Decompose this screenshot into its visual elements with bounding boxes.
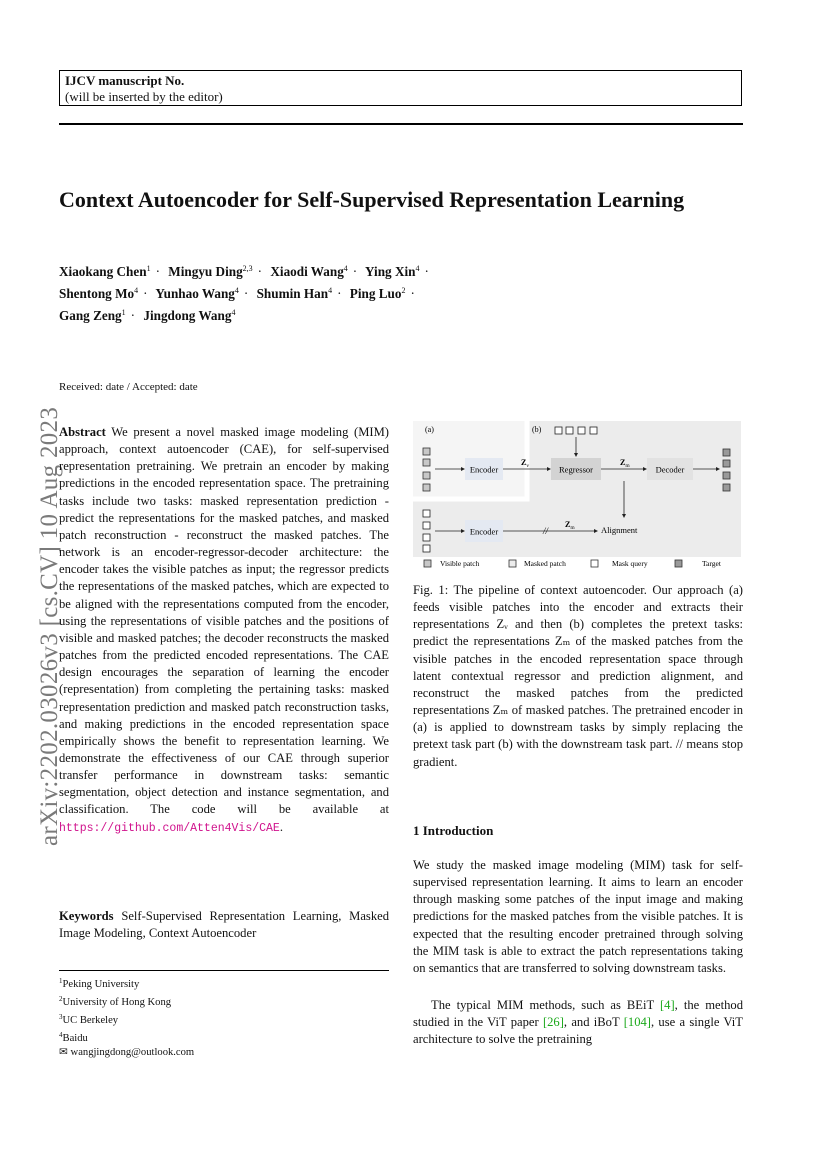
decoder-label: Decoder — [655, 464, 685, 475]
legend-target: Target — [702, 559, 721, 568]
author: Ping Luo$^2$ — [349, 286, 406, 301]
author-list: Xiaokang Chen$^1$ · Mingyu Ding$^{2,3}$ · Xiaodi Wang$^4$ · Ying Xin$^4$ · Shentong $Mo^4$ · Yunhao Wang$^4$ · Shumin Han$^4$ · Ping Luo$^2$ · Gang Zeng$^1$ · Jingdong Wang$^4$ — [59, 264, 429, 323]
alignment-label: Alignment — [601, 525, 638, 535]
figure-legend — [424, 559, 722, 568]
received-line: Received: date / Accepted: date — [59, 381, 198, 393]
caption-text: The pipeline of context autoencoder. Our approach (a) feeds visible patches into the encoder and extracts their representations Zᵥ and then (b) completes the pretext tasks: predict the representations Zₘ of the masked patches from the visible patches in the encoded representation space through latent contextual regressor and prediction alignment, and reconstruct the masked patches from the predicted representations Zₘ of masked patches. The pretrained encoder in (a) is applied to downstream tasks by simply replacing the pretext task part (b) with the downstream task part. // means stop gradient. — [413, 583, 743, 769]
keywords-text: Self-Supervised Representation Learning, Masked Image Modeling, Context Autoencoder — [59, 909, 390, 941]
author: Shumin Han$^4$ — [256, 286, 333, 301]
regressor-label: Regressor — [559, 464, 593, 475]
intro-paragraph-2: The typical MIM methods, such as BEiT [4], the method studied in the ViT paper [26], and iBoT [104], use a single ViT architecture to solve the pretraining — [413, 998, 743, 1047]
footnotes — [59, 974, 389, 1060]
stop-gradient-mark: // — [543, 526, 549, 536]
footnote: $^4$Baidu — [59, 1031, 88, 1044]
encoder-label-b: Encoder — [469, 526, 499, 537]
footnote: $^1$Peking University — [59, 977, 140, 990]
zv-label: $Z_v$ — [521, 458, 530, 469]
intro-paragraph-1: We study the masked image modeling (MIM) task for self-supervised representation learning. It aims to learn an encoder through masking some patches of the input image and making predictions for the masked patches from the visible patches. It is expected that the resulting encoder pretrained through solving the MIM task is able to extract the patch representations taking on semantics that are transferred to solving downstream tasks. — [413, 858, 743, 975]
panel-a-label: (a) — [425, 425, 434, 434]
encoder-label-a: Encoder — [469, 464, 499, 475]
author: Ying Xin$^4$ — [365, 264, 420, 279]
editor-header-box — [59, 70, 742, 106]
abstract-text: We present a novel masked image modeling (MIM) approach, context autoencoder (CAE), for self-supervised representation pretraining. We pretrain an encoder by making predictions in the encoded representation space. The pretraining tasks include two tasks: masked representation prediction - predict the representations for the masked patches, and masked patch reconstruction - reconstruct the masked patches. The network is an encoder-regressor-decoder architecture: the encoder takes the visible patches as input; the regressor predicts the representations of the masked patches, which are expected to be aligned with the representations computed from the encoder, using the representations of visible patches and the positions of visible and masked patches; the decoder reconstructs the masked patches from the predicted encoded representations. The CAE design encourages the separation of learning the encoder (representation) from completing the pertaining tasks: masked representation prediction and masked patch reconstruction tasks, and making predictions in the encoded representation space empirically shows the benefit to representation learning. We demonstrate the effectiveness of our CAE through superior transfer performance in downstream tasks: semantic segmentation, object detection and instance segmentation, and classification. The code will be available at — [59, 425, 390, 817]
editor-note: (will be inserted by the editor) — [65, 89, 223, 104]
legend-mask-query: Mask query — [612, 559, 648, 568]
zm-label-b: $Z_m$ — [565, 520, 575, 531]
arxiv-id: arXiv:2202.03026v3 [cs.CV] 10 Aug 2023 — [36, 406, 63, 846]
caption-label: Fig. 1: — [413, 583, 449, 597]
citation-link[interactable]: [104] — [623, 1015, 651, 1030]
citation-link[interactable]: [4] — [659, 998, 675, 1012]
section-heading-introduction: 1 Introduction — [413, 823, 494, 838]
figure-caption — [413, 582, 743, 771]
legend-visible: Visible patch — [440, 559, 480, 568]
footnote: $^3$UC Berkeley — [59, 1013, 119, 1026]
author: Xiaodi Wang$^4$ — [270, 264, 348, 279]
author: Mingyu Ding$^{2,3}$ — [168, 264, 253, 279]
pipeline-figure — [413, 421, 741, 571]
citation-link[interactable]: [26] — [542, 1015, 564, 1030]
author: Yunhao Wang$^4$ — [155, 286, 239, 301]
author: Shentong Mo$^4$ — [59, 286, 139, 301]
header-rule — [59, 123, 743, 125]
abstract: Abstract We present a novel masked image modeling (MIM) approach, context autoencoder (CAE), for self-supervised representation pretraining. We pretrain an encoder by making predictions in the encoded representation space. The pretraining tasks include two tasks: masked representation prediction - predict the representations for the masked patches, and masked patch reconstruction - reconstruct the masked patches. The network is an encoder-regressor-decoder architecture: the encoder takes the visible patches as input; the regressor predicts the representations of the masked patches, which are expected to be aligned with the representations computed from the encoder, using the representations of visible patches and the positions of visible and masked patches; the decoder reconstructs the masked patches from the predicted encoded representations. The CAE design encourages the separation of learning the encoder (representation) from completing the pertaining tasks: masked representation prediction and masked patch reconstruction tasks, and making predictions in the encoded representation space empirically shows the benefit to representation learning. We demonstrate the effectiveness of our CAE through superior transfer performance in downstream tasks: semantic segmentation, object detection and instance segmentation, and classification. The code will be available at https://github.com/Atten4Vis/CAE. — [59, 425, 390, 835]
footnote-email: ✉ wangjingdong@outlook.com — [59, 1047, 195, 1058]
keywords — [59, 908, 389, 942]
author: Xiaokang Chen$^1$ — [59, 264, 151, 279]
keywords-label: Keywords — [59, 909, 114, 923]
legend-masked: Masked patch — [524, 559, 566, 568]
abstract-label: Abstract — [59, 425, 106, 439]
envelope-icon: ✉ — [59, 1047, 68, 1058]
author: Gang Zeng$^1$ — [59, 308, 126, 323]
manuscript-label: IJCV manuscript No. — [65, 73, 185, 88]
paper-title: Context Autoencoder for Self-Supervised Representation Learning — [59, 187, 685, 212]
footnote-rule — [59, 970, 389, 971]
arxiv-stamp — [36, 356, 63, 846]
author: Jingdong Wang$^4$ — [143, 308, 236, 323]
panel-b-label: (b) — [532, 425, 542, 434]
code-link[interactable]: https://github.com/Atten4Vis/CAE — [59, 821, 280, 835]
zm-label: $Z_m$ — [620, 458, 630, 469]
footnote: $^2$University of Hong Kong — [59, 995, 172, 1008]
